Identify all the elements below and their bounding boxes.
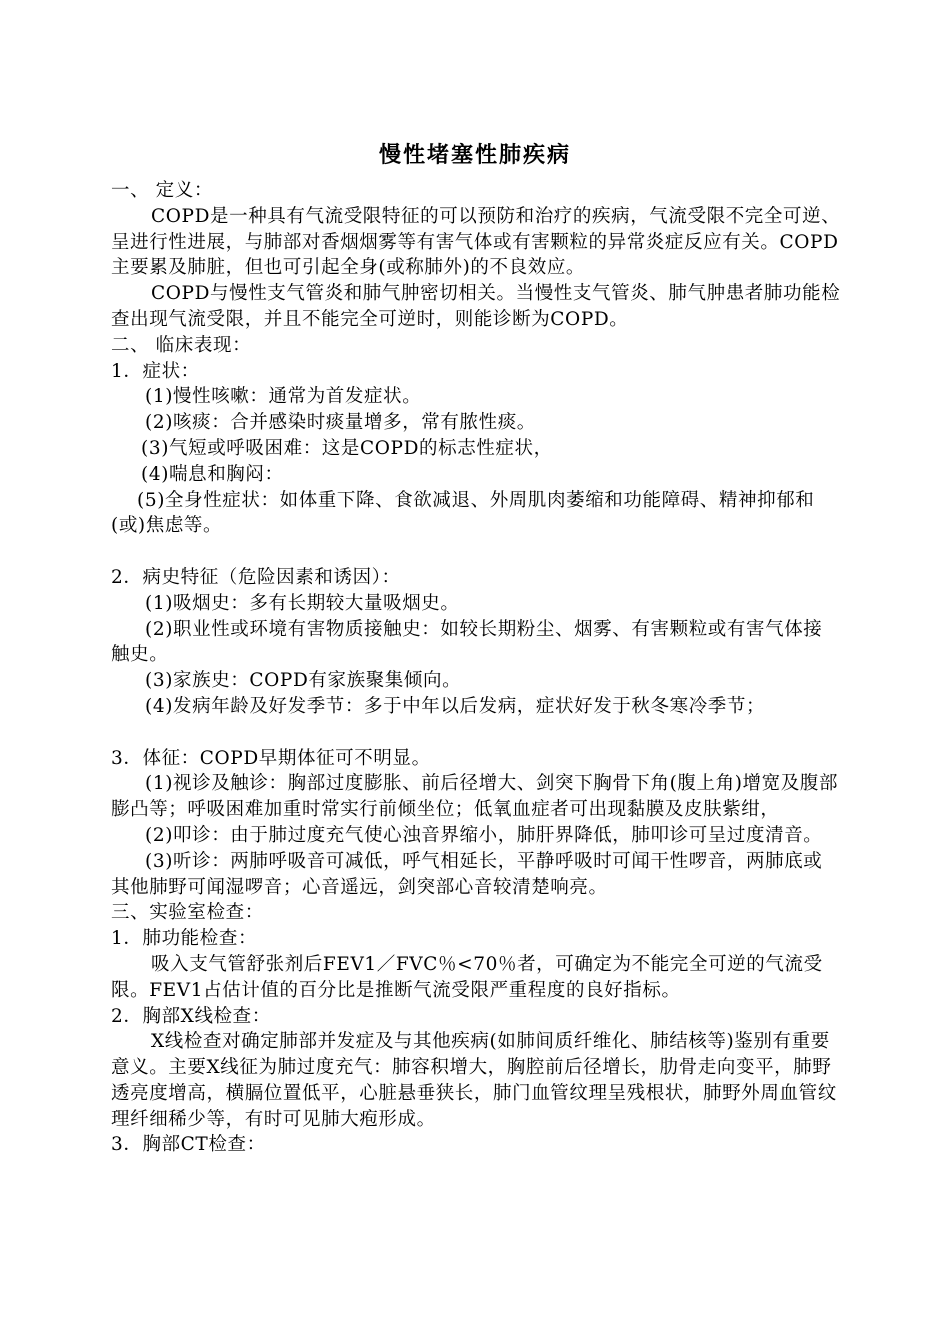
list-item: (2)职业性或环境有害物质接触史：如较长期粉尘、烟雾、有害颗粒或有害气体接触史。	[111, 618, 823, 666]
list-item: (1)视诊及触诊：胸部过度膨胀、前后径增大、剑突下胸骨下角(腹上角)增宽及腹部膨凸等；呼吸困难加重时常实行前倾坐位；低氧血症者可出现黏膜及皮肤紫绀，	[111, 773, 839, 821]
subsection-heading: 2．胸部X线检查：	[111, 1005, 271, 1027]
list-item: (1)吸烟史：多有长期较大量吸烟史。	[145, 592, 460, 614]
document-body	[111, 178, 841, 1158]
subsection-heading: 2．病史特征（危险因素和诱因）：	[111, 566, 401, 588]
subsection-heading: 1．症状：	[111, 360, 200, 382]
section-heading-definition: 一、 定义：	[111, 180, 213, 201]
list-item: (2)咳痰：合并感染时痰量增多，常有脓性痰。	[145, 412, 536, 434]
list-item: (2)叩诊：由于肺过度充气使心浊音界缩小，肺肝界降低，肺叩诊可呈过度清音。	[145, 824, 823, 846]
document-title: 慢性堵塞性肺疾病	[378, 142, 571, 168]
list-item: (3)气短或呼吸困难：这是COPD的标志性症状，	[141, 437, 553, 459]
list-item: (4)发病年龄及好发季节：多于中年以后发病，症状好发于秋冬寒冷季节；	[145, 695, 766, 717]
section-heading-clinical: 二、 临床表现：	[111, 334, 252, 356]
list-item: (5)全身性症状：如体重下降、食欲减退、外周肌肉萎缩和功能障碍、精神抑郁和(或)焦虑等。	[111, 489, 815, 537]
paragraph: COPD与慢性支气管炎和肺气肿密切相关。当慢性支气管炎、肺气肿患者肺功能检查出现气流受限，并且不能完全可逆时，则能诊断为COPD。	[111, 283, 841, 330]
blank-line	[111, 539, 841, 565]
blank-line	[111, 720, 841, 746]
paragraph: COPD是一种具有气流受限特征的可以预防和治疗的疾病，气流受限不完全可逆、呈进行性进展，与肺部对香烟烟雾等有害气体或有害颗粒的异常炎症反应有关。COPD主要累及肺脏，但也可引起全身(或称肺外)的不良效应。	[111, 205, 841, 279]
subsection-heading: 1．肺功能检查：	[111, 928, 258, 950]
list-item: (3)听诊：两肺呼吸音可减低，呼气相延长，平静呼吸时可闻干性啰音，两肺底或其他肺野可闻湿啰音；心音遥远，剑突部心音较清楚响亮。	[111, 850, 823, 898]
paragraph: X线检查对确定肺部并发症及与其他疾病(如肺间质纤维化、肺结核等)鉴别有重要意义。主要X线征为肺过度充气：肺容积增大，胸腔前后径增长，肋骨走向变平，肺野透亮度增高，横膈位置低平，心脏悬垂狭长，肺门血管纹理呈残根状，肺野外周血管纹理纤细稀少等，有时可见肺大疱形成。	[111, 1031, 837, 1130]
subsection-heading: 3．胸部CT检查：	[111, 1134, 266, 1156]
list-item: (1)慢性咳嗽：通常为首发症状。	[145, 386, 422, 408]
list-item: (3)家族史：COPD有家族聚集倾向。	[145, 670, 462, 692]
subsection-heading: 3．体征：COPD早期体征可不明显。	[111, 747, 431, 769]
section-heading-lab: 三、实验室检查：	[111, 902, 264, 924]
list-item: (4)喘息和胸闷：	[141, 463, 284, 485]
paragraph: 吸入支气管舒张剂后FEV1／FVC％<70％者，可确定为不能完全可逆的气流受限。FEV1占估计值的百分比是推断气流受限严重程度的良好指标。	[111, 953, 823, 1001]
